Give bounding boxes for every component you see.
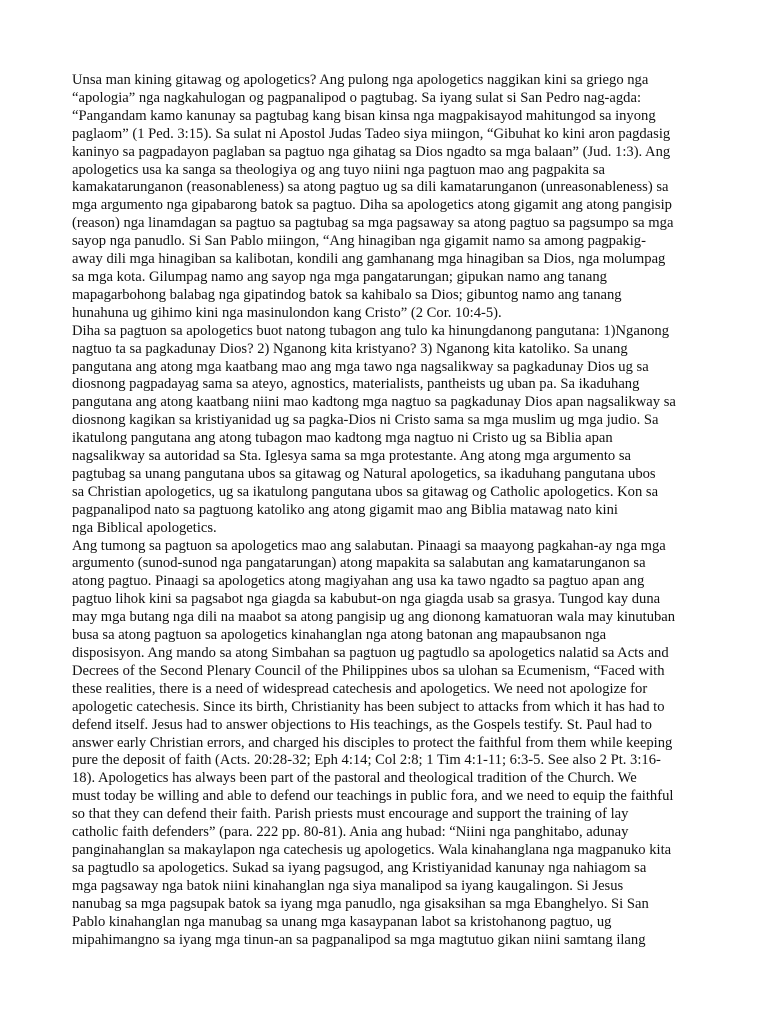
text-line: “Pangandam kamo kanunay sa pagtubag kang bisan kinsa nga magpakisayod mahitungod sa inyong <box>72 107 656 124</box>
text-line: may mga butang nga dili na maabot sa atong pangisip ug ang dionong kamatuoran wala may kinutuban <box>72 609 676 626</box>
text-line: disposisyon. Ang mando sa atong Simbahan sa pagtuon ug pagtudlo sa apologetics nalatid sa Acts and <box>72 645 669 661</box>
text-line: pure the deposit of faith (Acts. 20:28-32; Eph 4:14; Col 2:8; 1 Tim 4:1-11; 6:3-5. See also 2 Pt. 3:16- <box>72 752 661 769</box>
text-line: so that they can defend their faith. Parish priests must encourage and support the training of lay <box>72 806 629 823</box>
text-line: defend itself. Jesus had to answer objections to His teachings, as the Gospels testify. St. Paul had to <box>72 716 652 733</box>
text-line: hunahuna ug gihimo kini nga masinulondon kang Cristo” (2 Cor. 10:4-5). <box>72 304 502 321</box>
text-line: diosnong pagpadayag sama sa ateyo, agnostics, materialists, pantheists ug uban pa. Sa ikaduhang <box>72 376 640 393</box>
text-line: diosnong kagikan sa kristiyanidad ug sa pagka-Dios ni Cristo sama sa mga muslim ug mga judio. Sa <box>72 412 659 429</box>
text-line: argumento (sunod-sunod nga pangatarungan) atong mapakita sa salabutan ang kamatarunganon sa <box>72 555 646 572</box>
text-line: nagtuo ta sa pagkadunay Dios? 2) Nganong kita kristyano? 3) Nganong kita katoliko. Sa unang <box>72 340 628 357</box>
text-line: apologetics usa ka sanga sa theologiya og ang tuyo niini nga pagtuon mao ang pagpakita sa <box>72 161 605 178</box>
text-line: catholic faith defenders” (para. 222 pp. 80-81). Ania ang hubad: “Niini nga panghitabo, adunay <box>72 824 629 841</box>
text-line: atong pagtuo. Pinaagi sa apologetics atong magiyahan ang usa ka tawo ngadto sa pagtuo apan ang <box>72 573 645 590</box>
text-line: 18). Apologetics has always been part of the pastoral and theological tradition of the Church. We <box>72 770 637 787</box>
text-line: “apologia” nga nagkahulogan og pagpanalipod o pagtubag. Sa iyang sulat si San Pedro nag-agda: <box>72 89 642 106</box>
text-line: sa pagtudlo sa apologetics. Sukad sa iyang pagsugod, ang Kristiyanidad kanunay nga nahiagom sa <box>72 859 647 876</box>
text-line: sa Christian apologetics, ug sa ikatulong pangutana ubos sa gitawag og Catholic apologetics. Kon sa <box>72 483 659 500</box>
text-line: pagtubag sa unang pangutana ubos sa gitawag og Natural apologetics, sa ikaduhang pangutana ubos <box>72 465 656 482</box>
text-line: sayop nga panudlo. Si San Pablo miingon, “Ang hinagiban nga gigamit namo sa among pagpakig- <box>72 233 646 250</box>
text-line: Diha sa pagtuon sa apologetics buot natong tubagon ang tulo ka hinungdanong pangutana: 1)Nganong <box>72 322 670 339</box>
text-line: mipahimangno sa iyang mga tinun-an sa pagpanalipod sa mga magtutuo gikan niini samtang ilang <box>72 931 646 948</box>
text-line: Unsa man kining gitawag og apologetics? Ang pulong nga apologetics naggikan kini sa griego nga <box>72 72 649 88</box>
text-line: busa sa atong pagtuon sa apologetics kinahanglan nga atong batonan ang mapaubsanon nga <box>72 627 607 644</box>
text-line: Ang tumong sa pagtuon sa apologetics mao ang salabutan. Pinaagi sa maayong pagkahan-ay nga mga <box>72 537 666 554</box>
text-line: apologetic catechesis. Since its birth, Christianity has been subject to attacks from which it has had to <box>72 698 665 715</box>
body-paragraph <box>72 72 702 323</box>
text-line: Pablo kinahanglan nga manubag sa unang mga kasaypanan labot sa kristohanong pagtuo, ug <box>72 913 612 930</box>
text-line: answer early Christian errors, and charged his disciples to protect the faithful from them while keeping <box>72 734 673 751</box>
text-line: these realities, there is a need of widespread catechesis and apologetics. We need not apologize for <box>72 680 648 697</box>
text-line: Decrees of the Second Plenary Council of the Philippines ubos sa ulohan sa Ecumenism, “Faced with <box>72 662 665 679</box>
text-line: paglaom” (1 Ped. 3:15). Sa sulat ni Apostol Judas Tadeo siya miingon, “Gibuhat ko kini aron pagdasig <box>72 125 671 142</box>
text-line: nanubag sa mga pagsupak batok sa iyang mga panudlo, nga gisaksihan sa mga Ebanghelyo. Si San <box>72 895 649 912</box>
text-line: must today be willing and able to defend our teachings in public fora, and we need to equip the faithful <box>72 788 674 805</box>
text-line: (reason) nga linamdagan sa pagtuo sa pagtubag sa mga pagsaway sa atong pagtuo sa pagsumpo sa mga <box>72 215 674 232</box>
text-line: kamakatarunganon (reasonableness) sa atong pagtuo ug sa dili kamatarunganon (unreasonableness) sa <box>72 179 669 196</box>
text-line: mga pagsaway nga batok niini kinahanglan nga siya manalipod sa iyang kaugalingon. Si Jesus <box>72 877 624 894</box>
text-line: mga argumento nga gipabarong batok sa pagtuo. Diha sa apologetics atong gigamit ang atong pangisip <box>72 197 672 214</box>
text-line: nga Biblical apologetics. <box>72 519 217 536</box>
text-line: pangutana ang atong mga kaatbang mao ang mga tawo nga nagsalikway sa pagkadunay Dios ug sa <box>72 358 649 375</box>
text-line: pagpanalipod nato sa pagtuong katoliko ang atong gigamit mao ang Biblia matawag nato kini <box>72 501 618 518</box>
text-line: ikatulong pangutana ang atong tubagon mao kadtong mga nagtuo ni Cristo ug sa Biblia apan <box>72 430 613 447</box>
text-line: kaninyo sa pagpadayon paglaban sa pagtuo nga gihatag sa Dios ngadto sa mga balaan” (Jud. 1:3). Ang <box>72 143 671 160</box>
body-paragraph <box>72 323 702 538</box>
document-page <box>72 72 702 949</box>
text-line: away dili mga hinagiban sa kalibotan, kondili ang gamhanang mga hinagiban sa Dios, nga molumpag <box>72 251 666 268</box>
text-line: pangutana ang atong kaatbang niini mao kadtong mga nagtuo sa pagkadunay Dios apan nagsalikway sa <box>72 394 676 411</box>
body-paragraph <box>72 538 702 950</box>
text-line: nagsalikway sa autoridad sa Sta. Iglesya sama sa mga protestante. Ang atong mga argumento sa <box>72 448 632 465</box>
text-line: panginahanglan sa makaylapon nga catechesis ug apologetics. Wala kinahanglana nga magpanuko kita <box>72 841 672 858</box>
text-line: sa mga kota. Gilumpag namo ang sayop nga mga pangatarungan; gipukan namo ang tanang <box>72 268 607 285</box>
text-line: pagtuo lihok kini sa pagsabot nga giagda sa kabubut-on nga giagda usab sa grasya. Tungod kay duna <box>72 591 661 608</box>
text-line: mapagarbohong balabag nga gipatindog batok sa kahibalo sa Dios; gibuntog namo ang tanang <box>72 286 622 303</box>
